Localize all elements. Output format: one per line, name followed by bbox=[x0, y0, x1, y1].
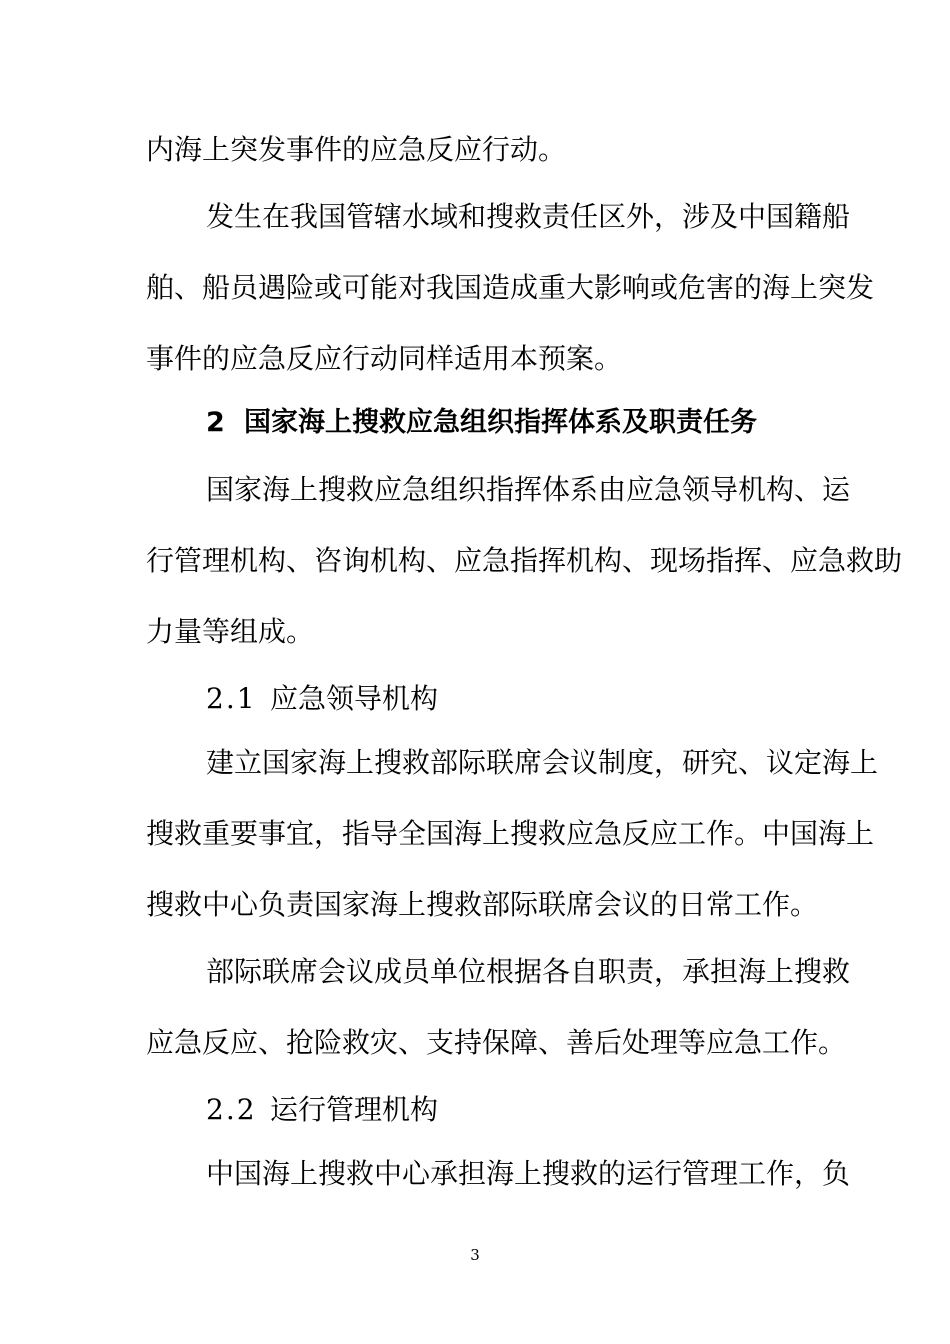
section-number: 2 bbox=[206, 407, 225, 438]
subsection-heading bbox=[206, 1092, 806, 1128]
section-heading bbox=[206, 405, 806, 441]
paragraph-first-line: 发生在我国管辖水域和搜救责任区外，涉及中国籍船 bbox=[206, 200, 851, 233]
paragraph-first-line: 建立国家海上搜救部际联席会议制度，研究、议定海上 bbox=[206, 746, 879, 779]
body-line: 行管理机构、咨询机构、应急指挥机构、现场指挥、应急救助 bbox=[146, 544, 903, 577]
paragraph-first-line: 中国海上搜救中心承担海上搜救的运行管理工作，负 bbox=[206, 1157, 851, 1190]
subsection-number: 2.1 bbox=[206, 682, 257, 715]
subsection-title: 运行管理机构 bbox=[270, 1093, 439, 1126]
section-title: 国家海上搜救应急组织指挥体系及职责任务 bbox=[244, 407, 757, 438]
body-line: 内海上突发事件的应急反应行动。 bbox=[146, 133, 567, 166]
subsection-number: 2.2 bbox=[206, 1093, 257, 1126]
body-line: 搜救重要事宜，指导全国海上搜救应急反应工作。中国海上 bbox=[146, 817, 875, 850]
paragraph-first-line: 部际联席会议成员单位根据各自职责，承担海上搜救 bbox=[206, 955, 851, 988]
body-line: 舶、船员遇险或可能对我国造成重大影响或危害的海上突发 bbox=[146, 271, 875, 304]
paragraph-first-line: 国家海上搜救应急组织指挥体系由应急领导机构、运 bbox=[206, 473, 851, 506]
body-line: 事件的应急反应行动同样适用本预案。 bbox=[146, 342, 623, 375]
body-line: 力量等组成。 bbox=[146, 615, 315, 648]
subsection-heading bbox=[206, 681, 806, 717]
subsection-title: 应急领导机构 bbox=[270, 682, 439, 715]
body-line: 应急反应、抢险救灾、支持保障、善后处理等应急工作。 bbox=[146, 1026, 847, 1059]
page-number: 3 bbox=[470, 1246, 480, 1264]
body-line: 搜救中心负责国家海上搜救部际联席会议的日常工作。 bbox=[146, 888, 819, 921]
